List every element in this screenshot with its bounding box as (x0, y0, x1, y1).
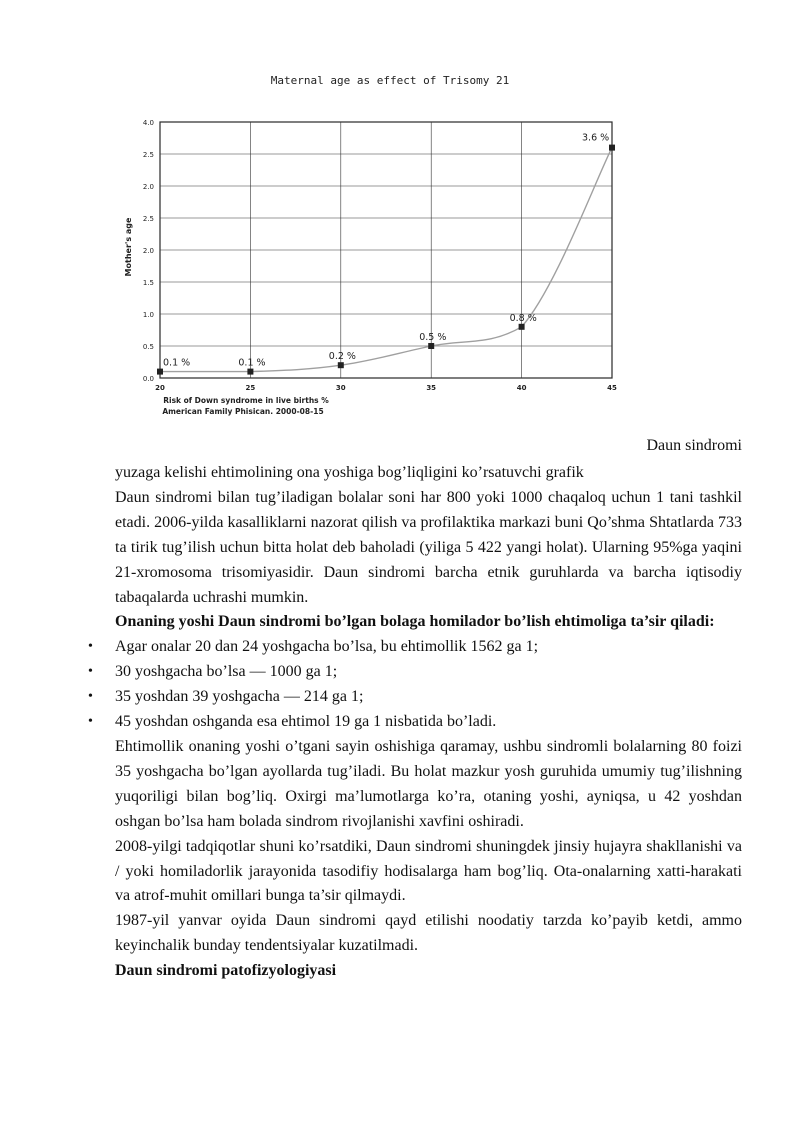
list-item: • 35 yoshdan 39 yoshgacha — 214 ga 1; (115, 685, 742, 710)
document-body (115, 461, 742, 984)
y-tick-label: 0.0 (142, 375, 154, 383)
data-label: 0.1 % (163, 357, 191, 369)
y-tick-label: 4.0 (142, 119, 154, 127)
paragraph-incidence: Daun sindromi bilan tug’iladigan bolalar soni har 800 yoki 1000 chaqaloq uchun 1 tani tashkil etadi. 2006-yilda kasalliklarni nazorat qilish va profilaktika markazi buni Qo’shma Shtatlarda 733 ta tirik tug’ilish uchun bitta holat deb baholadi (yiliga 5 422 yangi holat). Ularning 95%ga yaqini 21-xromosoma trisomiyasidir. Daun sindromi barcha etnik guruhlarda va barcha iqtisodiy tabaqalarda uchrashi mumkin. (115, 488, 742, 606)
y-tick-label: 0.5 (142, 343, 154, 351)
x-tick-label: 40 (516, 384, 527, 392)
paragraph-research-2008: 2008-yilgi tadqiqotlar shuni ko’rsatdiki, Daun sindromi shuningdek jinsiy hujayra shakllanishi va / yoki homiladorlik jarayonida tasodifiy hodisalarga ham bog’liq. Ota-onalarning xatti-harakati va atrof-muhit omillari bunga ta’sir qilmaydi. (115, 837, 742, 905)
list-item: • 30 yoshgacha bo’lsa — 1000 ga 1; (115, 660, 742, 685)
data-label: 0.5 % (419, 332, 447, 343)
y-tick-label: 2.0 (142, 183, 154, 191)
y-tick-label: 1.0 (142, 311, 154, 319)
chart-source: American Family Phisican. 2000-08-15 (162, 407, 324, 416)
y-tick-label: 1.5 (142, 279, 154, 287)
paragraph-1987: 1987-yil yanvar oyida Daun sindromi qayd etilishi noodatiy tarzda ko’payib ketdi, ammo keyinchalik bunday tendentsiyalar kuzatilmadi. (115, 912, 742, 955)
heading-maternal-age: Onaning yoshi Daun sindromi bo’lgan bolaga homilador bo’lish ehtimoliga ta’sir qiladi: (115, 613, 715, 631)
figure-caption-line2: yuzaga kelishi ehtimolining ona yoshiga bog’liqligini ko’rsatuvchi grafik (115, 464, 584, 481)
data-labels (163, 133, 609, 369)
trisomy-chart (118, 112, 630, 424)
data-point-marker (428, 343, 434, 349)
data-point-marker (609, 145, 615, 151)
paragraph-probability: Ehtimollik onaning yoshi o’tgani sayin oshishiga qaramay, ushbu sindromli bolalarning 80 foizi 35 yoshgacha bo’lgan ayollarda tug’iladi. Bu holat mazkur yosh guruhida umumiy tug’ilishning yuqoriligi bilan bog’liq. Oxirgi ma’lumotlarga ko’ra, otaning yoshi, ayniqsa, u 42 yoshdan oshgan bo’lsa ham bolada sindrom rivojlanishi xavfini oshiradi. (115, 737, 742, 830)
data-points (157, 145, 615, 375)
y-axis-label: Mother's age (124, 217, 133, 277)
list-item: • Agar onalar 20 dan 24 yoshgacha bo’lsa, bu ehtimollik 1562 ga 1; (115, 635, 742, 660)
risk-curve (160, 148, 612, 372)
data-point-marker (157, 369, 163, 375)
y-axis-ticks (143, 119, 154, 383)
data-point-marker (247, 369, 253, 375)
list-item: • 45 yoshdan oshganda esa ehtimol 19 ga 1 nisbatida bo’ladi. (115, 710, 742, 735)
data-label: 0.8 % (509, 312, 537, 324)
x-tick-label: 30 (335, 384, 346, 392)
chart-grid (160, 122, 612, 378)
data-label: 0.1 % (238, 357, 266, 369)
x-tick-label: 35 (426, 384, 437, 392)
x-tick-label: 20 (155, 384, 165, 392)
heading-pathophysiology: Daun sindromi patofizyologiyasi (115, 962, 337, 980)
x-axis-ticks (155, 384, 617, 392)
chart-title: Maternal age as effect of Trisomy 21 (270, 74, 510, 87)
figure-caption-line1: Daun sindromi (646, 437, 742, 454)
risk-bullet-list (115, 635, 742, 735)
x-axis-label: Risk of Down syndrome in live births % (163, 396, 329, 405)
y-tick-label: 2.0 (142, 247, 154, 255)
x-tick-label: 45 (607, 384, 617, 392)
data-point-marker (519, 324, 525, 330)
data-point-marker (338, 362, 344, 368)
x-tick-label: 25 (245, 384, 256, 392)
y-tick-label: 2.5 (142, 215, 154, 223)
data-label: 3.6 % (582, 132, 610, 144)
data-label: 0.2 % (328, 351, 356, 363)
y-tick-label: 2.5 (142, 151, 154, 159)
